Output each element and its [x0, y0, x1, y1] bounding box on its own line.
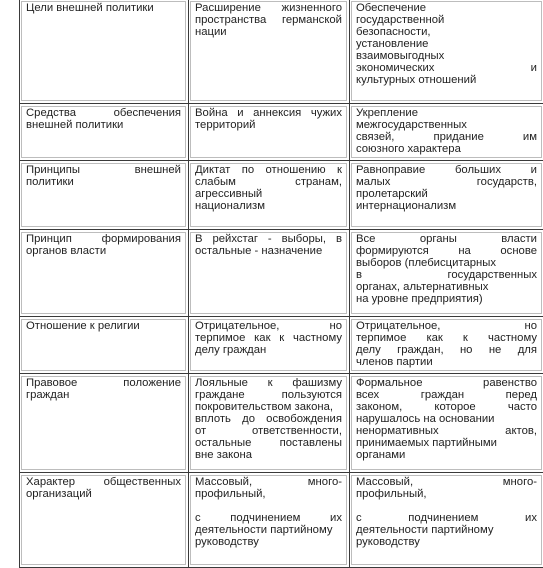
cell-line: связей, придание им	[356, 131, 537, 143]
cell-line: терпимое как к частному	[195, 332, 342, 344]
cell-line: Принципы внешней	[26, 164, 181, 176]
fascism-cell	[189, 374, 350, 473]
fascism-cell	[189, 0, 350, 104]
table-row	[20, 317, 543, 374]
cell-line: Лояльные к фашизму	[195, 377, 342, 389]
cell-line: органами	[356, 449, 537, 461]
cell-line: пространства германской	[195, 14, 342, 26]
cell-line: профильный,	[356, 488, 537, 500]
cell-line: вплоть до освобождения	[195, 413, 342, 425]
cell-line: с подчинением их	[356, 512, 537, 524]
cell-line: деятельности партийному	[356, 524, 537, 536]
cell-line: граждане пользуются	[195, 389, 342, 401]
cell-line: политики	[26, 176, 181, 188]
criterion-cell	[20, 230, 189, 317]
cell-line: Отношение к религии	[26, 320, 181, 332]
fascism-cell	[189, 317, 350, 374]
cell-line: организаций	[26, 488, 181, 500]
cell-line: руководству	[195, 536, 342, 548]
cell-line: ненормативных актов,	[356, 425, 537, 437]
cell-line: интернационализм	[356, 200, 537, 212]
cell-line: принимаемых партийными	[356, 437, 537, 449]
cell-line: пролетарский	[356, 188, 537, 200]
cell-line: Расширение жизненного	[195, 2, 342, 14]
criterion-cell	[20, 317, 189, 374]
communism-cell	[350, 104, 543, 161]
criterion-cell	[20, 473, 189, 568]
cell-line: органах, альтернативных	[356, 281, 537, 293]
cell-line: Правовое положение	[26, 377, 181, 389]
cell-line: на уровне предприятия)	[356, 293, 537, 305]
table-row	[20, 374, 543, 473]
cell-line: Отрицательное, но	[195, 320, 342, 332]
cell-line: экономических и	[356, 62, 537, 74]
cell-line: покровительством закона,	[195, 401, 342, 413]
cell-line: взаимовыгодных	[356, 50, 537, 62]
communism-cell	[350, 230, 543, 317]
cell-line: Война и аннексия чужих	[195, 107, 342, 119]
cell-line: остальные - назначение	[195, 245, 342, 257]
cell-line: деятельности партийному	[195, 524, 342, 536]
table-row	[20, 230, 543, 317]
cell-line: профильный,	[195, 488, 342, 500]
cell-line: терпимое как к частному	[356, 332, 537, 344]
cell-line: остальные поставлены	[195, 437, 342, 449]
fascism-cell	[189, 161, 350, 230]
cell-line: Характер общественных	[26, 476, 181, 488]
cell-line: Диктат по отношению к	[195, 164, 342, 176]
cell-line: с подчинением их	[195, 512, 342, 524]
communism-cell	[350, 317, 543, 374]
cell-line: членов партии	[356, 356, 537, 368]
fascism-cell	[189, 230, 350, 317]
cell-line: всех граждан перед	[356, 389, 537, 401]
communism-cell	[350, 473, 543, 568]
cell-line: Массовый, много-	[195, 476, 342, 488]
cell-line: национализм	[195, 200, 342, 212]
table-row	[20, 473, 543, 568]
cell-line	[195, 500, 342, 512]
comparison-table-body	[20, 0, 543, 568]
cell-line: граждан	[26, 389, 181, 401]
cell-line: органов власти	[26, 245, 181, 257]
communism-cell	[350, 374, 543, 473]
cell-line: Отрицательное, но	[356, 320, 537, 332]
cell-line: Массовый, много-	[356, 476, 537, 488]
cell-line: государственной	[356, 14, 537, 26]
criterion-cell	[20, 374, 189, 473]
comparison-table	[19, 0, 543, 568]
cell-line: Цели внешней политики	[26, 2, 181, 14]
criterion-cell	[20, 0, 189, 104]
cell-line: Все органы власти	[356, 233, 537, 245]
cell-line: руководству	[356, 536, 537, 548]
cell-line: Средства обеспечения	[26, 107, 181, 119]
cell-line: Принцип формирования	[26, 233, 181, 245]
table-row	[20, 161, 543, 230]
cell-line: В рейхстаг - выборы, в	[195, 233, 342, 245]
cell-line: нации	[195, 26, 342, 38]
cell-line: в государственных	[356, 269, 537, 281]
communism-cell	[350, 161, 543, 230]
cell-line: межгосударственных	[356, 119, 537, 131]
cell-line: делу граждан, но не для	[356, 344, 537, 356]
cell-line: союзного характера	[356, 143, 537, 155]
cell-line: формируются на основе	[356, 245, 537, 257]
cell-line: Укрепление	[356, 107, 537, 119]
cell-line: территорий	[195, 119, 342, 131]
fascism-cell	[189, 104, 350, 161]
cell-line: внешней политики	[26, 119, 181, 131]
cell-line: установление	[356, 38, 537, 50]
criterion-cell	[20, 161, 189, 230]
communism-cell	[350, 0, 543, 104]
criterion-cell	[20, 104, 189, 161]
cell-line: агрессивный	[195, 188, 342, 200]
cell-line: законом, которое часто	[356, 401, 537, 413]
cell-line: Формальное равенство	[356, 377, 537, 389]
cell-line: безопасности,	[356, 26, 537, 38]
cell-line: Равноправие больших и	[356, 164, 537, 176]
cell-line: вне закона	[195, 449, 342, 461]
fascism-cell	[189, 473, 350, 568]
cell-line: нарушалось на основании	[356, 413, 537, 425]
table-row	[20, 0, 543, 104]
cell-line	[356, 500, 537, 512]
cell-line: культурных отношений	[356, 74, 537, 86]
cell-line: малых государств,	[356, 176, 537, 188]
cell-line: слабым странам,	[195, 176, 342, 188]
cell-line: от ответственности,	[195, 425, 342, 437]
cell-line: делу граждан	[195, 344, 342, 356]
table-row	[20, 104, 543, 161]
cell-line: выборов (плебисцитарных	[356, 257, 537, 269]
cell-line: Обеспечение	[356, 2, 537, 14]
